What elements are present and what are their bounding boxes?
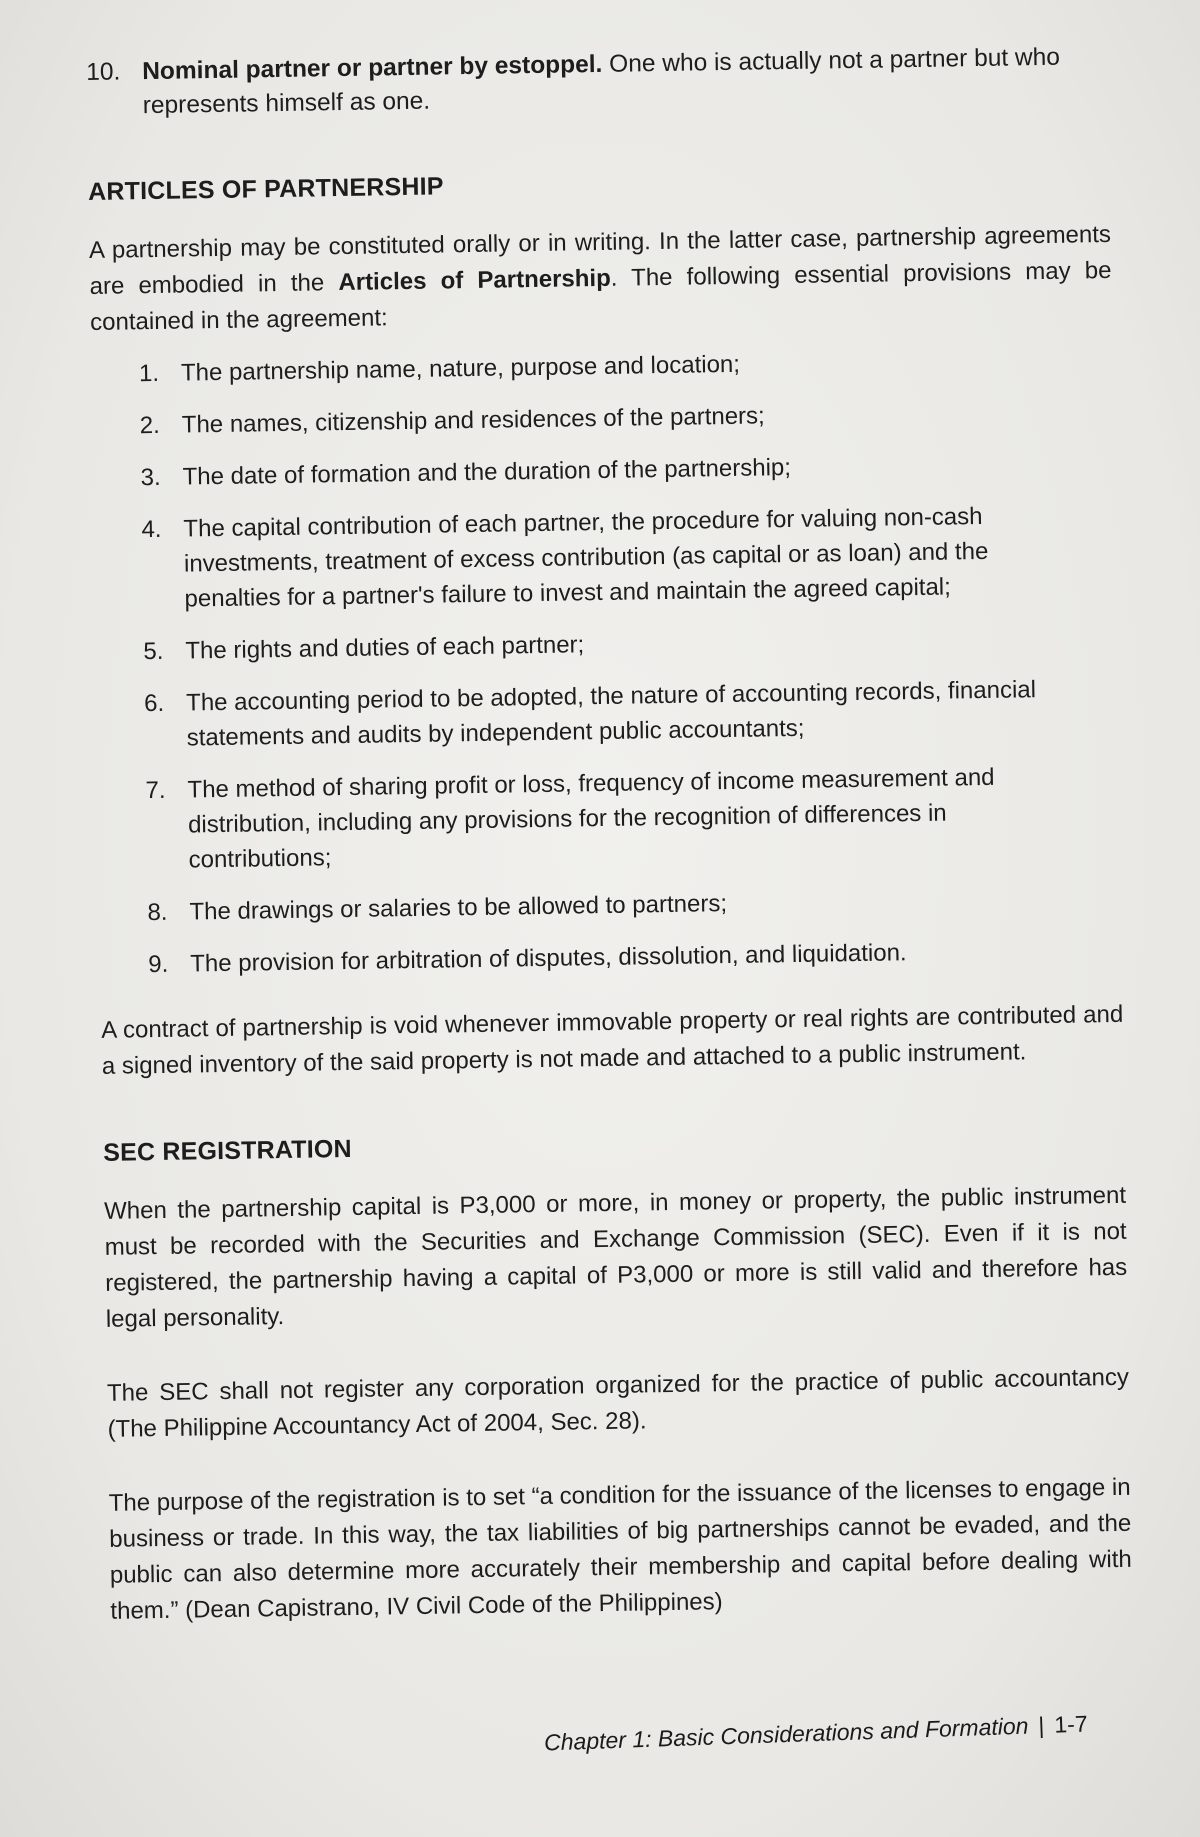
provision-text: The accounting period to be adopted, the nature of accounting records, financial statements and audits by independent public accountants;: [185, 676, 1037, 752]
provision-item: [144, 671, 1119, 756]
provision-number: 5.: [143, 637, 164, 666]
provision-item: [140, 393, 1114, 443]
provision-number: 7.: [145, 776, 166, 805]
provision-text: The capital contribution of each partner, the procedure for valuing non-cash investments, treatment of excess contribution (as capital or as loan) and the penalties for a partner's failure to invest and maintain the agreed capital;: [183, 502, 989, 613]
provision-item: [145, 758, 1121, 878]
footer-separator: |: [1038, 1712, 1046, 1739]
articles-intro-paragraph: [89, 217, 1113, 341]
sec-heading: SEC REGISTRATION: [103, 1134, 353, 1167]
intro-text-start: A partnership may be constituted orally or in writing. In the latter case, partnership agreements are embodied in the: [88, 220, 1112, 300]
sec-paragraph-2: The SEC shall not register any corporation organized for the practice of public accountancy (The Philippine Accountancy Act of 2004, Sec. 28).: [106, 1363, 1130, 1443]
intro-text-end: . The following essential provisions may be contained in the agreement:: [89, 256, 1112, 336]
provision-number: 3.: [140, 463, 161, 492]
defined-term: Nominal partner or partner by estoppel.: [142, 50, 603, 86]
sec-paragraph-1: When the partnership capital is P3,000 or more, in money or property, the public instrument must be recorded with the Securities and Exchange Commission (SEC). Even if it is not registered, the partnership having a capital of P3,000 or more is still valid and therefore has legal personality.: [103, 1181, 1128, 1333]
provision-text: The date of formation and the duration of the partnership;: [182, 453, 792, 491]
void-contract-paragraph: A contract of partnership is void whenever immovable property or real rights are contributed and a signed inventory of the said property is not made and attached to a public instrument.: [101, 1000, 1124, 1080]
provision-item: [147, 880, 1121, 930]
provision-text: The provision for arbitration of disputes, dissolution, and liquidation.: [190, 939, 907, 978]
provision-item: [143, 619, 1117, 669]
provision-text: The rights and duties of each partner;: [185, 631, 585, 665]
item-number: 10.: [86, 58, 121, 86]
provision-text: The partnership name, nature, purpose and location;: [180, 350, 741, 387]
page-content: [86, 40, 1133, 1630]
provision-number: 8.: [147, 898, 168, 927]
provisions-list: [91, 341, 1123, 983]
provision-number: 4.: [141, 515, 162, 544]
provision-number: 2.: [139, 411, 161, 440]
provision-item: [148, 932, 1122, 982]
page-number: 1-7: [1054, 1710, 1089, 1738]
intro-bold-term: Articles of Partnership: [338, 264, 611, 297]
provision-item: [139, 341, 1113, 391]
provision-text: The drawings or salaries to be allowed to partners;: [189, 890, 728, 926]
provision-text: The names, citizenship and residences of the partners;: [181, 402, 765, 439]
footer-chapter: Chapter 1:: [543, 1725, 653, 1756]
provision-text: The method of sharing profit or loss, frequency of income measurement and distribution, including any provisions for the recognition of differences in contributions;: [187, 763, 995, 874]
provision-item: [140, 445, 1114, 495]
definition-item-10: [86, 40, 1109, 124]
provision-number: 1.: [138, 359, 160, 388]
footer-chapter-title: Basic Considerations and Formation: [657, 1712, 1030, 1752]
articles-heading: ARTICLES OF PARTNERSHIP: [87, 172, 444, 206]
provision-number: 6.: [143, 689, 165, 718]
definition-text: One who is actually not a partner but who represents himself as one.: [142, 43, 1061, 120]
sec-paragraph-3: The purpose of the registration is to set “a condition for the issuance of the licenses to engage in business or trade. In this way, the tax liabilities of big partnerships cannot be evaded, and the public can also determine more accurately their membership and capital before dealing with them.” (Dean Capistrano, IV Civil Code of the Philippines): [108, 1473, 1132, 1625]
provision-item: [141, 497, 1117, 617]
provision-number: 9.: [148, 950, 169, 979]
page-footer: [544, 1711, 1088, 1757]
